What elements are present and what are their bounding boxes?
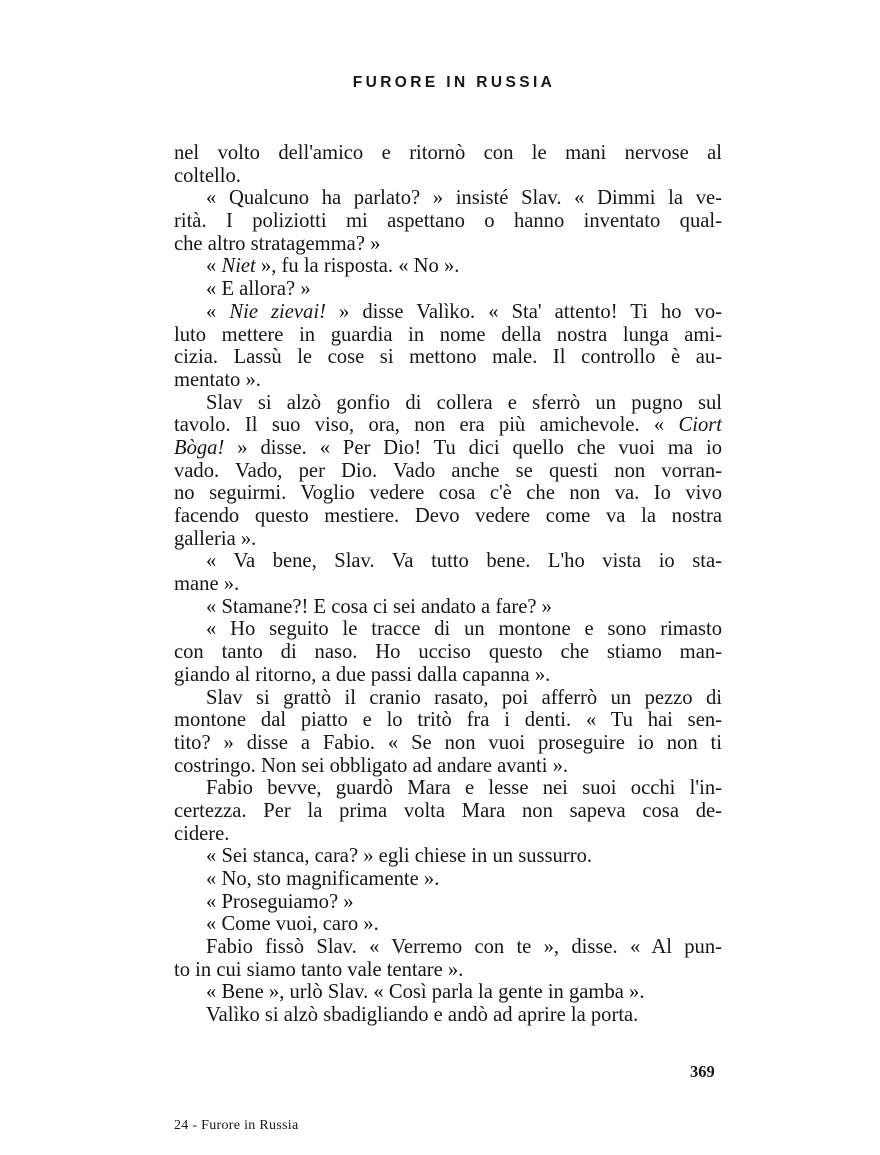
text-line: Fabio fissò Slav. « Verremo con te », disse. « Al pun- (206, 936, 722, 959)
text-line: « No, sto magnificamente ». (206, 868, 440, 890)
text-line: nel volto dell'amico e ritornò con le mani nervose al (174, 142, 722, 164)
text-line: Slav si alzò gonfio di collera e sferrò un pugno sul (206, 391, 722, 414)
text-line: cizia. Lassù le cose si mettono male. Il controllo è au- (174, 346, 722, 369)
text-line: « Proseguiamo? » (206, 890, 354, 913)
text-line: con tanto di naso. Ho ucciso questo che stiamo man- (174, 641, 722, 664)
text-line: vado. Vado, per Dio. Vado anche se questi non vorran- (174, 459, 722, 482)
text-line: cidere. (174, 822, 230, 845)
text-line: montone dal piatto e lo tritò fra i denti. « Tu hai sen- (174, 709, 722, 732)
text-line: « Stamane?! E cosa ci sei andato a fare? » (206, 595, 552, 618)
text-line: « Come vuoi, caro ». (206, 913, 379, 936)
text-line: « Bene », urlò Slav. « Così parla la gente in gamba ». (206, 981, 645, 1004)
text-line: che altro stratagemma? » (174, 232, 381, 255)
text-line: no seguirmi. Voglio vedere cosa c'è che non va. Io vivo (174, 482, 722, 505)
text-line: facendo questo mestiere. Devo vedere come va la nostra (174, 505, 722, 527)
text-line: luto mettere in guardia in nome della nostra lunga ami- (174, 323, 722, 346)
signature-mark: 24 - Furore in Russia (174, 1118, 299, 1133)
text-line: « Niet », fu la risposta. « No ». (206, 255, 460, 278)
text-line: galleria ». (174, 527, 257, 550)
text-line: Slav si grattò il cranio rasato, poi afferrò un pezzo di (206, 686, 722, 709)
text-line: rità. I poliziotti mi aspettano o hanno inventato qual- (174, 210, 722, 233)
text-line: mentato ». (174, 368, 261, 391)
text-line: giando al ritorno, a due passi dalla capanna ». (174, 663, 551, 686)
text-line: « Va bene, Slav. Va tutto bene. L'ho vista io sta- (206, 550, 722, 573)
text-line: Bòga! » disse. « Per Dio! Tu dici quello che vuoi ma io (174, 436, 722, 459)
page-number: 369 (690, 1062, 715, 1081)
text-line: mane ». (174, 573, 240, 596)
text-line: Valìko si alzò sbadigliando e andò ad aprire la porta. (206, 1004, 639, 1027)
text-line: « E allora? » (206, 278, 311, 301)
body-text (174, 142, 722, 1027)
text-line: coltello. (174, 164, 241, 187)
text-line: tito? » disse a Fabio. « Se non vuoi proseguire io non ti (174, 731, 722, 754)
text-line: « Ho seguito le tracce di un montone e sono rimasto (206, 618, 722, 641)
text-line: certezza. Per la prima volta Mara non sapeva cosa de- (174, 799, 722, 822)
text-line: « Nie zievai! » disse Valìko. « Sta' attento! Ti ho vo- (206, 300, 723, 323)
text-line: costringo. Non sei obbligato ad andare avanti ». (174, 754, 569, 777)
text-line: « Qualcuno ha parlato? » insisté Slav. « Dimmi la ve- (206, 187, 722, 210)
text-line: to in cui siamo tanto vale tentare ». (174, 958, 464, 981)
text-line: « Sei stanca, cara? » egli chiese in un sussurro. (206, 845, 593, 868)
running-title: FURORE IN RUSSIA (352, 74, 556, 91)
text-line: Fabio bevve, guardò Mara e lesse nei suoi occhi l'in- (206, 777, 722, 800)
text-line: tavolo. Il suo viso, ora, non era più amichevole. « Ciort (174, 414, 722, 437)
